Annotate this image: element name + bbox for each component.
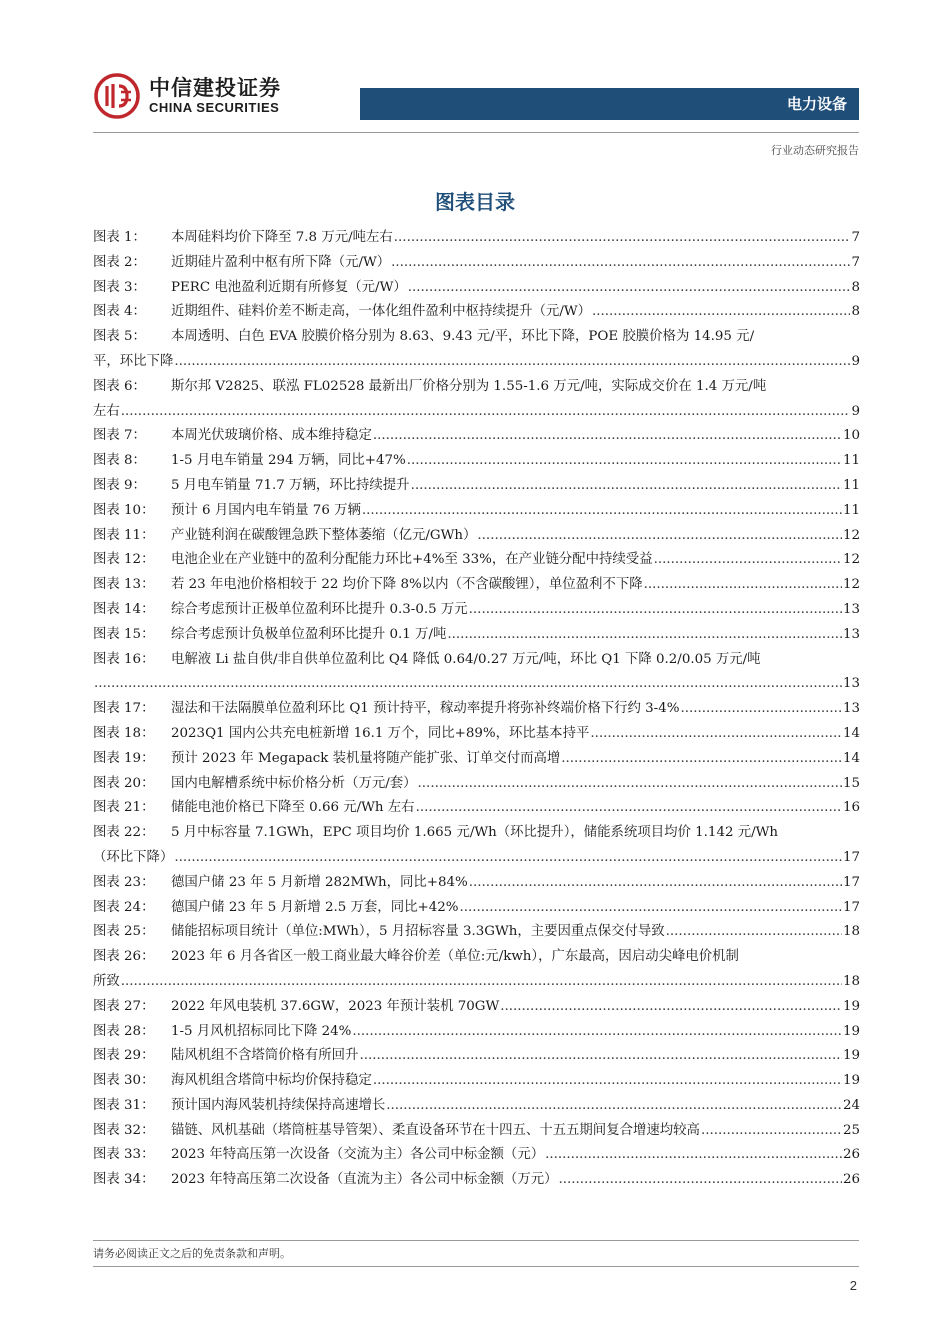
- toc-dot-leader: [559, 1168, 842, 1193]
- toc-entry-page: 8: [851, 279, 860, 295]
- toc-dot-leader: [469, 598, 842, 623]
- toc-entry-title: 5 月中标容量 7.1GWh，EPC 项目均价 1.665 元/Wh（环比提升），储能系统项目均价 1.142 元/Wh: [171, 825, 779, 841]
- toc-entry-title: 海风机组含塔筒中标均价保持稳定: [171, 1073, 372, 1089]
- toc-entry-title: 综合考虑预计负极单位盈利环比提升 0.1 万/吨: [171, 626, 447, 642]
- toc-entry-title-continued: 所致: [93, 973, 120, 989]
- toc-entry-label: 图表 21：: [93, 800, 155, 816]
- toc-dot-leader: [592, 300, 850, 325]
- toc-entry-title: 斯尔邦 V2825、联泓 FL02528 最新出厂价格分别为 1.55-1.6 万元/吨，实际成交价在 1.4 万元/吨: [171, 378, 767, 394]
- toc-dot-leader: [469, 871, 842, 896]
- toc-entry-title: 2023 年特高压第一次设备（交流为主）各公司中标金额（元）: [171, 1147, 545, 1163]
- toc-entry-page: 19: [842, 998, 860, 1014]
- toc-entry-page: 9: [851, 353, 860, 369]
- toc-entry[interactable]: [93, 226, 860, 251]
- toc-entry-title: 近期硅片盈利中枢有所下降（元/W）: [171, 254, 391, 270]
- toc-entry-label: 图表 15：: [93, 626, 155, 642]
- toc-entry-label: 图表 3：: [93, 279, 146, 295]
- toc-entry[interactable]: [93, 1168, 860, 1193]
- toc-entry-page: 12: [842, 577, 860, 593]
- toc-entry-page: 18: [842, 973, 860, 989]
- toc-entry-label: 图表 23：: [93, 874, 155, 890]
- sector-banner: [360, 88, 859, 120]
- sector-label: 电力设备: [786, 95, 847, 113]
- toc-entry-page: 18: [842, 924, 860, 940]
- toc-dot-leader: [386, 1094, 842, 1119]
- toc-entry-title: 湿法和干法隔膜单位盈利环比 Q1 预计持平，稼动率提升将弥补终端价格下行约 3-4%: [171, 701, 680, 717]
- toc-entry-label: 图表 30：: [93, 1073, 155, 1089]
- toc-entry-label: 图表 29：: [93, 1048, 155, 1064]
- toc-entry-label: 图表 16：: [93, 651, 155, 667]
- toc-dot-leader: [362, 499, 842, 524]
- toc-entry-title: 产业链利润在碳酸锂急跌下整体萎缩（亿元/GWh）: [171, 527, 477, 543]
- toc-entry-page: 13: [842, 626, 860, 642]
- toc-entry[interactable]: [93, 697, 860, 722]
- toc-entry-title: 2022 年风电装机 37.6GW，2023 年预计装机 70GW: [171, 998, 500, 1014]
- toc-entry-title: 2023 年 6 月各省区一般工商业最大峰谷价差（单位:元/kwh），广东最高，因启动尖峰电价机制: [171, 949, 739, 965]
- toc-entry[interactable]: [93, 548, 860, 573]
- toc-dot-leader: [394, 226, 851, 251]
- toc-entry-label: 图表 7：: [93, 428, 146, 444]
- header-divider: [93, 132, 859, 133]
- toc-entry-title-continued: （环比下降）: [93, 849, 174, 865]
- toc-entry-page: 12: [842, 552, 860, 568]
- toc-dot-leader: [447, 623, 842, 648]
- toc-dot-leader: [418, 772, 842, 797]
- toc-entry-title: 1-5 月电车销量 294 万辆，同比+47%: [171, 453, 406, 469]
- toc-dot-leader: [666, 920, 842, 945]
- toc-entry-title: 若 23 年电池价格相较于 22 均价下降 8%以内（不含碳酸锂），单位盈利不下降: [171, 577, 643, 593]
- toc-entry-label: 图表 17：: [93, 701, 155, 717]
- toc-entry[interactable]: [93, 1143, 860, 1168]
- china-securities-logo-icon: [93, 72, 141, 120]
- toc-entry-page: 14: [842, 750, 860, 766]
- toc-entry[interactable]: [93, 623, 860, 648]
- toc-entry-title: 5 月电车销量 71.7 万辆，环比持续提升: [171, 477, 410, 493]
- toc-entry-title: 预计 6 月国内电车销量 76 万辆: [171, 502, 361, 518]
- toc-entry-page: 10: [842, 428, 860, 444]
- toc-dot-leader: [359, 1044, 841, 1069]
- toc-entry-title: 1-5 月风机招标同比下降 24%: [171, 1023, 352, 1039]
- toc-entry[interactable]: [93, 573, 860, 598]
- toc-entry-title-continued: 平，环比下降: [93, 353, 174, 369]
- toc-dot-leader: [352, 1020, 842, 1045]
- toc-entry[interactable]: [93, 325, 860, 375]
- toc-entry-title: 德国户储 23 年 5 月新增 282MWh，同比+84%: [171, 874, 468, 890]
- toc-entry-label: 图表 9：: [93, 477, 146, 493]
- toc-entry-page: 13: [842, 601, 860, 617]
- toc-entry[interactable]: [93, 300, 860, 325]
- toc-dot-leader: [174, 846, 842, 871]
- toc-entry-title: 2023 年特高压第二次设备（直流为主）各公司中标金额（万元）: [171, 1172, 558, 1188]
- toc-dot-leader: [407, 449, 842, 474]
- toc-entry[interactable]: [93, 499, 860, 524]
- toc-entry-page: 17: [842, 874, 860, 890]
- toc-entry-label: 图表 33：: [93, 1147, 155, 1163]
- toc-entry-title: 近期组件、硅料价差不断走高，一体化组件盈利中枢持续提升（元/W）: [171, 304, 591, 320]
- toc-dot-leader: [459, 896, 842, 921]
- toc-dot-leader: [94, 672, 842, 697]
- toc-dot-leader: [500, 995, 842, 1020]
- toc-entry-label: 图表 2：: [93, 254, 146, 270]
- toc-entry-title: 预计 2023 年 Megapack 装机量将随产能扩张、订单交付而高增: [171, 750, 561, 766]
- page-number: 2: [849, 1278, 857, 1293]
- toc-entry-title: 锚链、风机基础（塔筒桩基导管架）、柔直设备环节在十四五、十五五期间复合增速均较高: [171, 1122, 700, 1138]
- toc-entry-page: 13: [842, 676, 860, 692]
- logo-chinese-name: 中信建投证券: [149, 76, 281, 100]
- disclaimer-text: 请务必阅读正文之后的免责条款和声明。: [93, 1247, 291, 1260]
- footer-divider: [93, 1240, 859, 1241]
- toc-entry-title: 本周光伏玻璃价格、成本维持稳定: [171, 428, 372, 444]
- footer-divider-bottom: [93, 1266, 859, 1267]
- toc-entry-page: 12: [842, 527, 860, 543]
- toc-entry-label: 图表 8：: [93, 453, 146, 469]
- toc-dot-leader: [680, 697, 842, 722]
- toc-entry[interactable]: [93, 598, 860, 623]
- toc-entry-title: 本周硅料均价下降至 7.8 万元/吨左右: [171, 230, 393, 245]
- toc-entry-page: 13: [842, 701, 860, 717]
- toc-entry[interactable]: [93, 1020, 860, 1045]
- toc-entry-label: 图表 31：: [93, 1097, 155, 1113]
- toc-entry[interactable]: [93, 920, 860, 945]
- toc-entry[interactable]: [93, 1044, 860, 1069]
- toc-entry-page: 7: [851, 230, 860, 245]
- toc-entry[interactable]: [93, 424, 860, 449]
- toc-entry-page: 25: [842, 1122, 860, 1138]
- toc-entry[interactable]: [93, 276, 860, 301]
- toc-entry-label: 图表 25：: [93, 924, 155, 940]
- toc-dot-leader: [121, 970, 842, 995]
- toc-entry[interactable]: [93, 871, 860, 896]
- toc-entry-page: 14: [842, 725, 860, 741]
- toc-entry-page: 19: [842, 1023, 860, 1039]
- toc-entry[interactable]: [93, 796, 860, 821]
- toc-entry-page: 16: [842, 800, 860, 816]
- page-title: 图表目录: [435, 190, 515, 214]
- report-type: 行业动态研究报告: [771, 144, 859, 157]
- toc-entry-title: 德国户储 23 年 5 月新增 2.5 万套，同比+42%: [171, 899, 459, 915]
- toc-entry[interactable]: [93, 896, 860, 921]
- toc-entry-label: 图表 28：: [93, 1023, 155, 1039]
- toc-entry-label: 图表 34：: [93, 1172, 155, 1188]
- toc-entry[interactable]: [93, 449, 860, 474]
- toc-dot-leader: [121, 400, 851, 425]
- toc-dot-leader: [373, 1069, 842, 1094]
- toc-dot-leader: [590, 722, 842, 747]
- toc-dot-leader: [701, 1119, 842, 1144]
- toc-dot-leader: [373, 424, 842, 449]
- toc-entry[interactable]: [93, 1069, 860, 1094]
- toc-entry[interactable]: [93, 1094, 860, 1119]
- toc-dot-leader: [416, 796, 842, 821]
- company-logo: [93, 70, 305, 122]
- logo-english-name: CHINA SECURITIES: [149, 100, 280, 115]
- toc-entry-label: 图表 24：: [93, 899, 155, 915]
- toc-entry[interactable]: [93, 524, 860, 549]
- toc-entry[interactable]: [93, 821, 860, 871]
- toc-entry-page: 15: [842, 775, 860, 791]
- toc-entry-label: 图表 4：: [93, 304, 146, 320]
- toc-entry-title: 国内电解槽系统中标价格分析（万元/套）: [171, 775, 417, 791]
- toc-entry[interactable]: [93, 747, 860, 772]
- toc-entry-page: 11: [842, 502, 860, 518]
- toc-dot-leader: [561, 747, 842, 772]
- toc-dot-leader: [391, 251, 850, 276]
- toc-entry[interactable]: [93, 772, 860, 797]
- toc-entry[interactable]: [93, 251, 860, 276]
- toc-entry-page: 11: [842, 477, 860, 493]
- toc-entry[interactable]: [93, 474, 860, 499]
- toc-entry-label: 图表 11：: [93, 527, 155, 543]
- toc-entry-page: 17: [842, 849, 860, 865]
- toc-entry-title: PERC 电池盈利近期有所修复（元/W）: [171, 279, 407, 295]
- toc-entry[interactable]: [93, 945, 860, 995]
- toc-entry-title: 2023Q1 国内公共充电桩新增 16.1 万个，同比+89%，环比基本持平: [171, 725, 590, 741]
- toc-entry-label: 图表 20：: [93, 775, 155, 791]
- toc-entry-title: 储能招标项目统计（单位:MWh），5 月招标容量 3.3GWh，主要因重点保交付导致: [171, 924, 665, 940]
- toc-entry-page: 9: [851, 403, 860, 419]
- toc-dot-leader: [174, 350, 850, 375]
- toc-entry[interactable]: [93, 722, 860, 747]
- toc-dot-leader: [408, 276, 851, 301]
- toc-entry-page: 26: [842, 1147, 860, 1163]
- toc-dot-leader: [654, 548, 842, 573]
- toc-dot-leader: [545, 1143, 842, 1168]
- toc-entry[interactable]: [93, 375, 860, 425]
- toc-entry-label: 图表 32：: [93, 1122, 155, 1138]
- toc-entry-page: 24: [842, 1097, 860, 1113]
- toc-entry-title: 本周透明、白色 EVA 胶膜价格分别为 8.63、9.43 元/平，环比下降，POE 胶膜价格为 14.95 元/: [171, 329, 755, 345]
- toc-entry-page: 19: [842, 1073, 860, 1089]
- toc-entry-title: 电解液 Li 盐自供/非自供单位盈利比 Q4 降低 0.64/0.27 万元/吨，环比 Q1 下降 0.2/0.05 万元/吨: [171, 651, 761, 667]
- toc-entry-title-continued: 左右: [93, 403, 120, 419]
- toc-entry-label: 图表 18：: [93, 725, 155, 741]
- toc-entry-label: 图表 14：: [93, 601, 155, 617]
- toc-entry-label: 图表 6：: [93, 378, 146, 394]
- toc-entry-label: 图表 5：: [93, 329, 146, 345]
- toc-entry-page: 11: [842, 453, 860, 469]
- toc-entry-page: 8: [851, 304, 860, 320]
- toc-dot-leader: [411, 474, 842, 499]
- toc-entry[interactable]: [93, 1119, 860, 1144]
- toc-entry-page: 26: [842, 1172, 860, 1188]
- toc-entry-page: 7: [851, 254, 860, 270]
- toc-dot-leader: [644, 573, 842, 598]
- toc-entry-label: 图表 12：: [93, 552, 155, 568]
- toc-entry-label: 图表 22：: [93, 825, 155, 841]
- toc-entry-title: 陆风机组不含塔筒价格有所回升: [171, 1048, 359, 1064]
- toc-entry-label: 图表 1：: [93, 230, 146, 245]
- toc-entry-page: 19: [842, 1048, 860, 1064]
- toc-entry[interactable]: [93, 995, 860, 1020]
- toc-entry-label: 图表 19：: [93, 750, 155, 766]
- toc-entry-label: 图表 26：: [93, 949, 155, 965]
- toc-entry-title: 预计国内海风装机持续保持高速增长: [171, 1097, 386, 1113]
- toc-entry-page: 17: [842, 899, 860, 915]
- toc-entry-title: 储能电池价格已下降至 0.66 元/Wh 左右: [171, 800, 415, 816]
- toc-entry-label: 图表 13：: [93, 577, 155, 593]
- toc-entry-label: 图表 10：: [93, 502, 155, 518]
- toc-entry-label: 图表 27：: [93, 998, 155, 1014]
- toc-entry-title: 综合考虑预计正极单位盈利环比提升 0.3-0.5 万元: [171, 601, 468, 617]
- toc-entry[interactable]: [93, 648, 860, 698]
- toc-entry-title: 电池企业在产业链中的盈利分配能力环比+4%至 33%，在产业链分配中持续受益: [171, 552, 653, 568]
- figure-table-of-contents: [93, 226, 860, 1193]
- toc-dot-leader: [477, 524, 842, 549]
